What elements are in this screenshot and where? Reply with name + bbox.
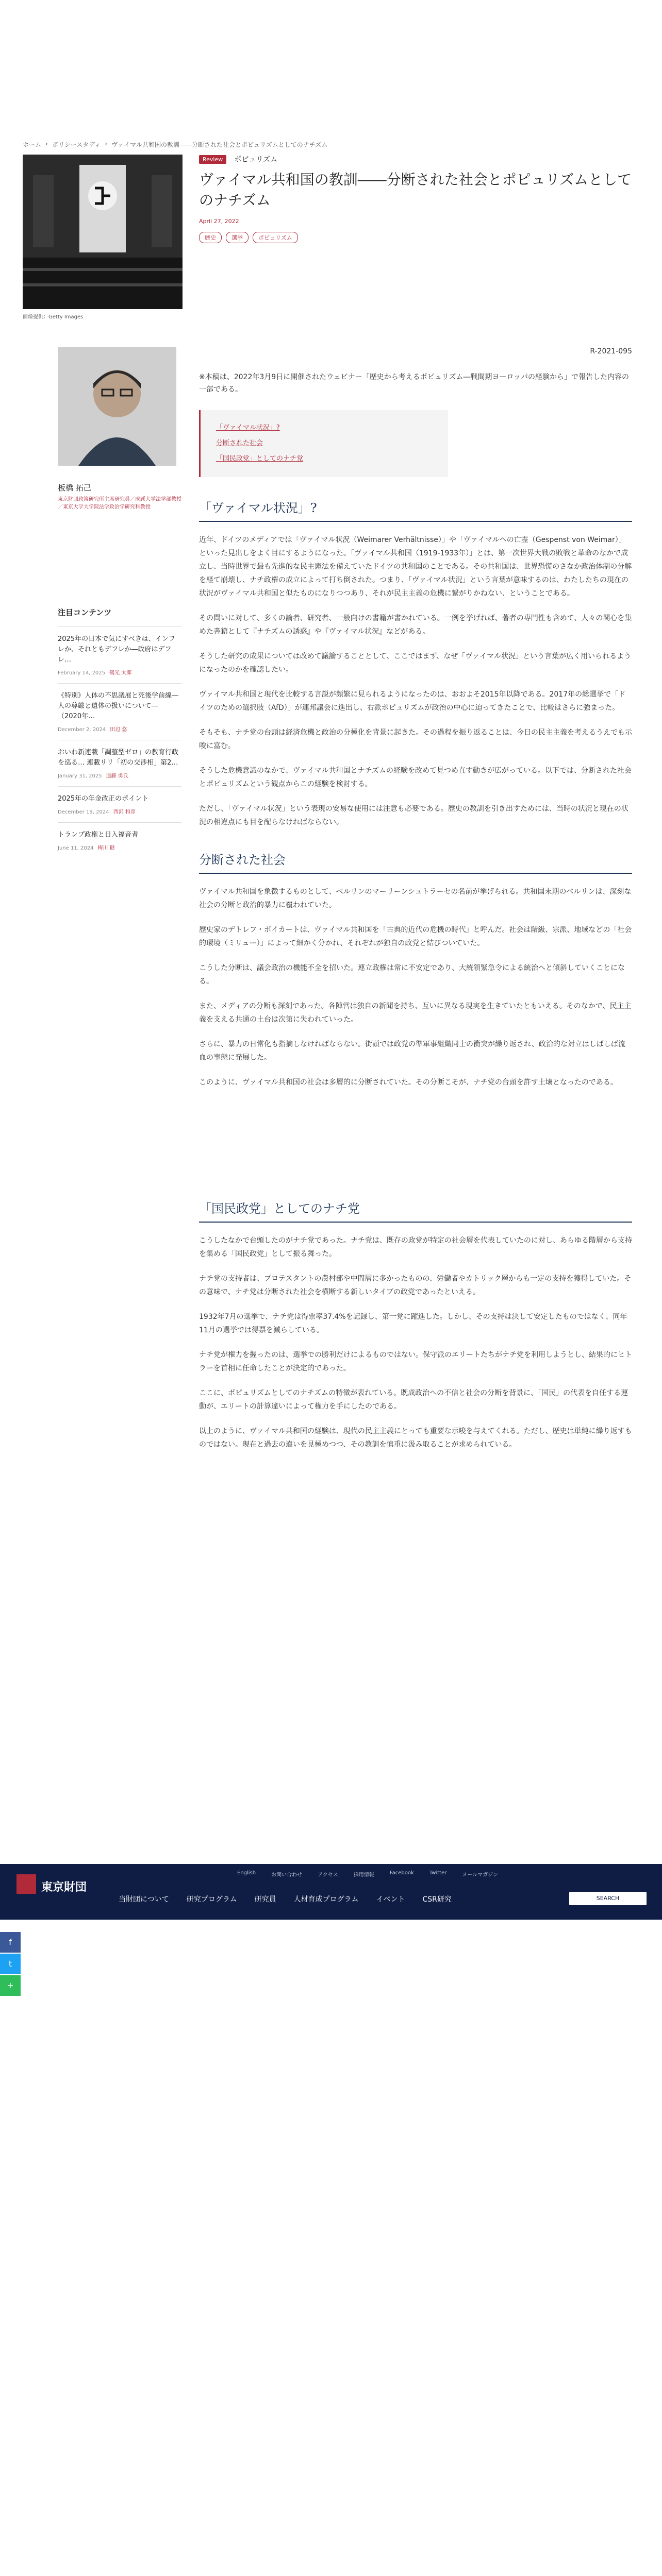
paragraph: 以上のように、ヴァイマル共和国の経験は、現代の民主主義にとっても重要な示唆を与えてくれる。ただし、歴史は単純に繰り返すものではない。現在と過去の違いを見極めつつ、その教訓を慎重に汲み取ることが求められている。 (199, 1427, 632, 1449)
utility-link[interactable]: Facebook (389, 1870, 414, 1876)
list-item[interactable] (58, 786, 181, 822)
nav-item[interactable]: CSR研究 (422, 1895, 452, 1904)
utility-link[interactable]: アクセス (318, 1872, 338, 1878)
utility-link[interactable]: Twitter (429, 1870, 447, 1876)
list-item-author[interactable]: 西沢 和彦 (113, 809, 136, 815)
article-lead: ※本稿は、2022年3月9日に開催されたウェビナー「歴史から考えるポピュリズム―戦間期ヨーロッパの経験から」で報告した内容の一部である。 (199, 373, 630, 394)
article-header (199, 154, 632, 243)
toc-item[interactable]: 分断された社会 (216, 439, 263, 447)
list-item-date: January 31, 2025 (58, 773, 102, 779)
paragraph: そうした研究の成果については改めて議論することとして、ここではまず、なぜ「ヴァイマル状況」という言葉が広く用いられるようになったのかを確認したい。 (199, 652, 632, 674)
hero-photo-illustration (23, 155, 183, 309)
list-item-title[interactable]: トランプ政権と日入福音者 (58, 831, 139, 839)
list-item-date: February 14, 2025 (58, 670, 106, 676)
list-item-author[interactable]: 梅川 健 (97, 845, 115, 851)
list-item[interactable] (58, 822, 181, 858)
list-item[interactable] (58, 626, 181, 683)
list-item-title[interactable]: 2025年の年金改正のポイント (58, 795, 149, 803)
category-label[interactable]: ポピュリズム (234, 155, 278, 164)
section-heading: 分断された社会 (199, 850, 632, 874)
search-button[interactable]: SEARCH (569, 1892, 647, 1905)
latest-contents-heading: 注目コンテンツ (58, 608, 112, 617)
article-id: R-2021-095 (590, 347, 632, 355)
utility-link[interactable]: English (237, 1870, 256, 1876)
paragraph: ここに、ポピュリズムとしてのナチズムの特徴が表れている。既成政治への不信と社会の分断を背景に、「国民」の代表を自任する運動が、エリートの計算違いによって権力を手にしたのである。 (199, 1389, 628, 1411)
publish-date: April 27, 2022 (199, 217, 239, 225)
utility-link[interactable]: メールマガジン (462, 1872, 498, 1878)
list-item-date: December 2, 2024 (58, 727, 106, 733)
paragraph: ヴァイマル共和国を象徴するものとして、ベルリンのマーリーンシュトラーセの名前が挙げられる。共和国末期のベルリンは、深刻な社会の分断と政治的暴力に覆われていた。 (199, 888, 632, 909)
more-share-icon[interactable]: + (0, 1975, 21, 1996)
paragraph: そもそも、ナチ党の台頭は経済危機と政治の分極化を背景に起きた。その過程を振り返ることは、今日の民主主義を考えるうえでも示唆に富む。 (199, 728, 632, 750)
author-name[interactable]: 板橋 拓己 (58, 483, 91, 493)
paragraph: また、メディアの分断も深刻であった。各陣営は独自の新聞を持ち、互いに異なる現実を生きていたともいえる。そのなかで、民主主義を支える共通の土台は次第に失われていった。 (199, 1002, 632, 1024)
paragraph: 近年、ドイツのメディアでは「ヴァイマル状況（Weimarer Verhältnisse）」や「ヴァイマルへの亡霊（Gespenst von Weimar）」といった見出しをよく目にするようになった。「ヴァイマル共和国（1919-1933年）」とは、第一次世界大戦の敗戦と革命のなかで成立し、当時世界で最も先進的な民主憲法を備えていたドイツの共和国のことである。その共和国は、世界恐慌のさなか政治体制の分解を経て崩壊し、ナチ政権の成立によって打ち倒された。つまり、「ヴァイマル状況」という言葉が意味するのは、わたしたちの現在の状況がヴァイマル共和国と似たものになりつつあり、それが民主主義の危機に繋がりかねない、ということである。 (199, 536, 632, 598)
nav-item[interactable]: 当財団について (119, 1895, 169, 1904)
list-item[interactable] (58, 740, 181, 786)
logo-icon[interactable] (16, 1874, 36, 1894)
breadcrumb-home[interactable]: ホーム (23, 141, 42, 148)
header-area (0, 0, 662, 155)
latest-contents-list (58, 626, 181, 858)
paragraph: 1932年7月の選挙で、ナチ党は得票率37.4%を記録し、第一党に躍進した。しかし、その支持は決して安定したものではなく、同年11月の選挙では得票を減らしている。 (199, 1313, 627, 1334)
utility-link[interactable]: 採用情報 (353, 1872, 374, 1878)
list-item-title[interactable]: おいわ新連載「調整型ゼロ」の教育行政を巡る… 連載リリ「初の交渉相」第2… (58, 749, 179, 767)
tag-item[interactable]: ポピュリズム (253, 232, 298, 243)
paragraph: ナチ党が権力を握ったのは、選挙での勝利だけによるものではない。保守派のエリートたちがナチ党を利用しようとし、結果的にヒトラーを首相に任命したことが決定的であった。 (199, 1351, 632, 1372)
review-badge: Review (199, 155, 226, 164)
paragraph: さらに、暴力の日常化も指摘しなければならない。街頭では政党の準軍事組織同士の衝突が繰り返され、政治的な対立はしばしば流血の事態に発展した。 (199, 1040, 625, 1062)
breadcrumb: ホーム › ポリシースタディ › ヴァイマル共和国の教訓――分断された社会とポピュリズムとしてのナチズム (23, 140, 328, 148)
section-heading: 「ヴァイマル状況」? (199, 498, 632, 522)
paragraph: こうした分断は、議会政治の機能不全を招いた。連立政権は常に不安定であり、大統領緊急令による統治へと傾斜していくことになる。 (199, 964, 625, 986)
nav-item[interactable]: 研究プログラム (186, 1895, 237, 1904)
paragraph: 歴史家のデトレフ・ポイカートは、ヴァイマル共和国を「古典的近代の危機の時代」と呼んだ。社会は階級、宗派、地域などの「社会的環境（ミリュー）」によって細かく分かれ、それぞれが独自の政党と結びついていた。 (199, 926, 632, 947)
list-item-author[interactable]: 鶴光 太郎 (109, 670, 132, 676)
list-item[interactable] (58, 683, 181, 740)
list-item-title[interactable]: 《特別》人体の不思議展と死後学前線―人の尊厳と遺体の扱いについて―（2020年… (58, 692, 179, 720)
section-heading: 「国民政党」としてのナチ党 (199, 1198, 632, 1223)
paragraph: このように、ヴァイマル共和国の社会は多層的に分断されていた。その分断こそが、ナチ党の台頭を許す土壌となったのである。 (199, 1078, 618, 1087)
nav-item[interactable]: イベント (376, 1895, 405, 1904)
tag-item[interactable]: 歴史 (199, 232, 222, 243)
list-item-date: December 19, 2024 (58, 809, 109, 815)
author-affiliation: 東京財団政策研究所主席研究員／成蹊大学法学部教授／東京大学大学院法学政治学研究科教授 (58, 497, 181, 510)
site-logo-text[interactable]: 東京財団 (41, 1881, 87, 1894)
breadcrumb-current: ヴァイマル共和国の教訓――分断された社会とポピュリズムとしてのナチズム (111, 141, 328, 148)
page-title: ヴァイマル共和国の教訓――分断された社会とポピュリズムとしてのナチズム (199, 171, 632, 209)
nav-item[interactable]: 研究員 (254, 1895, 276, 1904)
hero-caption: 画像提供：Getty Images (23, 314, 84, 320)
twitter-share-icon[interactable]: t (0, 1954, 21, 1974)
tag-item[interactable]: 選挙 (226, 232, 249, 243)
main-nav (119, 1894, 452, 1904)
paragraph: その問いに対して、多くの論者、研究者、一般向けの書籍が書かれている。一例を挙げれば、著者の専門性も含めて、人々の関心を集めた書籍として『ナチズムの誘惑』や『ヴァイマル状況』などがある。 (199, 614, 632, 636)
list-item-date: June 11, 2024 (58, 845, 94, 851)
utility-links (237, 1870, 498, 1878)
paragraph: ただし、「ヴァイマル状況」という表現の安易な使用には注意も必要である。歴史の教訓を引き出すためには、当時の状況と現在の状況の相違点にも目を配らなければならない。 (199, 805, 628, 826)
list-item-title[interactable]: 2025年の日本で気にすべきは、インフレか、それともデフレか―政府はデフレ… (58, 635, 175, 664)
list-item-author[interactable]: 田辺 悠 (110, 727, 127, 733)
table-of-contents (199, 410, 448, 477)
breadcrumb-policy-study[interactable]: ポリシースタディ (52, 141, 101, 148)
site-navigation-bar (0, 1864, 662, 1920)
list-item-author[interactable]: 遠藤 勇氏 (106, 773, 128, 779)
toc-item[interactable]: 「ヴァイマル状況」? (216, 424, 280, 432)
hero-image (23, 155, 183, 309)
utility-link[interactable]: お問い合わせ (271, 1872, 303, 1878)
author-portrait (58, 347, 176, 466)
paragraph: ナチ党の支持者は、プロテスタントの農村部や中間層に多かったものの、労働者やカトリック層からも一定の支持を獲得していた。その意味で、ナチ党は分断された社会を横断する新しいタイプの政党であったといえる。 (199, 1275, 632, 1296)
nav-item[interactable]: 人材育成プログラム (293, 1895, 359, 1904)
facebook-share-icon[interactable]: f (0, 1932, 21, 1953)
author-avatar[interactable] (58, 347, 176, 466)
tag-list (199, 232, 632, 243)
paragraph: ヴァイマル共和国と現代を比較する言説が頻繁に見られるようになったのは、おおよそ2015年以降である。2017年の総選挙で「ドイツのための選択肢（AfD）」が連邦議会に進出し、右派ポピュリズムが政治の中心に迫ってきたことで、比較はさらに強まった。 (199, 690, 626, 712)
article-body (199, 347, 632, 1463)
paragraph: こうしたなかで台頭したのがナチ党であった。ナチ党は、既存の政党が特定の社会層を代表していたのに対し、あらゆる階層から支持を集める「国民政党」として振る舞った。 (199, 1236, 632, 1258)
toc-item[interactable]: 「国民政党」としてのナチ党 (216, 455, 304, 463)
paragraph: そうした危機意識のなかで、ヴァイマル共和国とナチズムの経験を改めて見つめ直す動きが広がっている。以下では、分断された社会とポピュリズムという観点からこの経験を検討する。 (199, 767, 632, 788)
